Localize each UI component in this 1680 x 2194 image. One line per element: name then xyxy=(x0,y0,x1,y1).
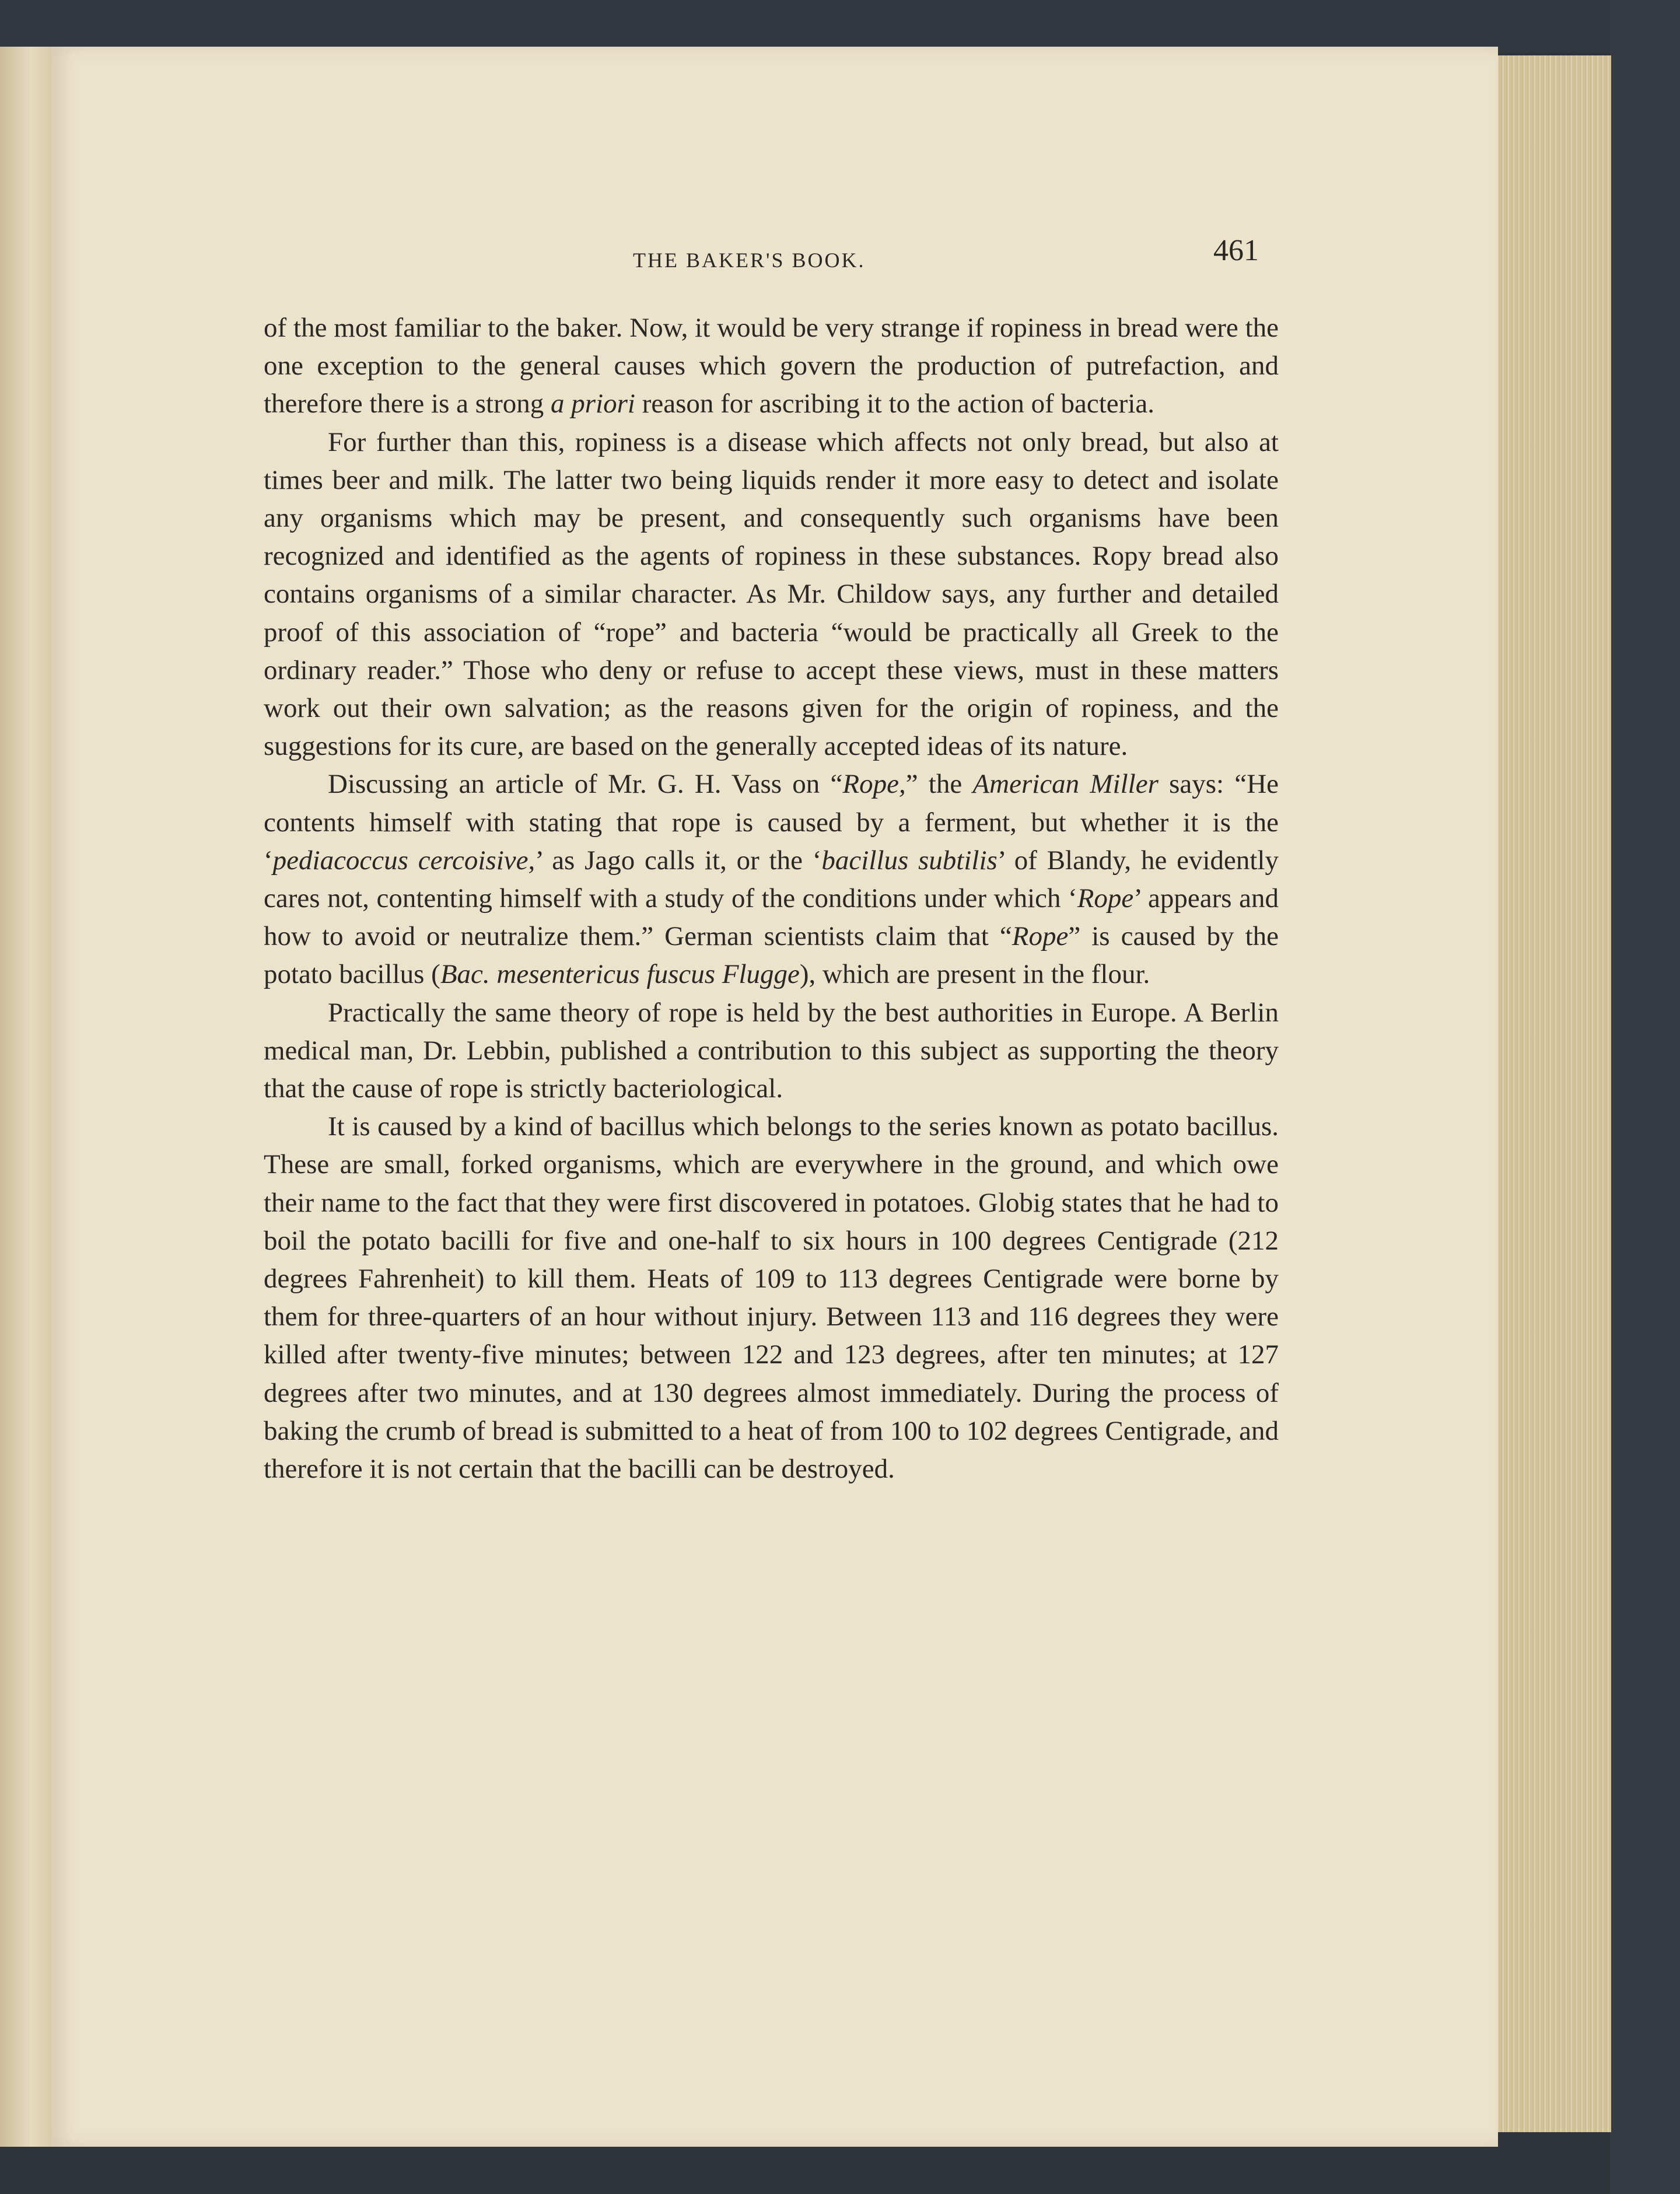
paragraph xyxy=(264,994,1279,1108)
text-run: of the most familiar to the baker. Now, it would be very strange if ropiness in bread were the one exception to the general causes which govern the production of putrefaction, and therefore there is a strong xyxy=(264,313,1279,419)
text-run: reason for ascribing it to the action of bacteria. xyxy=(635,389,1154,419)
paragraph xyxy=(264,765,1279,993)
italic-text: Rope xyxy=(1012,921,1069,952)
text-run: For further than this, ropiness is a disease which affects not only bread, but also at times beer and milk. The latter two being liquids render it more easy to detect and isolate any organisms which may be present, and consequently such organisms have been recognized and identified as the agents of ropiness in these substances. Ropy bread also contains organisms of a similar character. As Mr. Childow says, any further and detailed proof of this association of “rope” and bacteria “would be practically all Greek to the ordinary reader.” Those who deny or refuse to accept these views, must in these matters work out their own salvation; as the reasons given for the origin of ropiness, and the suggestions for its cure, are based on the generally accepted ideas of its nature. xyxy=(264,426,1279,762)
paragraph xyxy=(264,309,1279,424)
page-number: 461 xyxy=(1213,234,1259,267)
book-cover-top xyxy=(0,0,1680,53)
text-run: ’ appears and how to avoid or neutralize them.” German scientists claim that “ xyxy=(264,883,1279,952)
page-block-edges xyxy=(1493,55,1611,2132)
text-run: It is caused by a kind of bacillus which belongs to the series known as potato bacillus. These are small, forked organisms, which are everywhere in the ground, and which owe their name to the fact that they were first discovered in potatoes. Globig states that he had to boil the potato bacilli for five and one-half to six hours in 100 degrees Centigrade (212 degrees Fahrenheit) to kill them. Heats of 109 to 113 degrees Centigrade were borne by them for three-quarters of an hour without injury. Between 113 and 116 degrees they were killed after twenty-five minutes; between 122 and 123 degrees, after ten minutes; at 127 degrees after two minutes, and at 130 degrees almost immediately. During the process of baking the crumb of bread is submitted to a heat of from 100 to 102 degrees Centigrade, and therefore it is not certain that the bacilli can be destroyed. xyxy=(264,1111,1279,1485)
text-run: ’ as Jago calls it, or the ‘ xyxy=(535,845,822,876)
text-run: ), which are present in the flour. xyxy=(799,959,1150,990)
book-cover-right xyxy=(1610,0,1680,2194)
italic-text: a priori xyxy=(551,389,635,419)
italic-text: pediacoccus cercoisive, xyxy=(272,845,536,876)
text-run: ” the xyxy=(905,769,973,800)
paragraph xyxy=(264,1108,1279,1488)
italic-text: bacillus subtilis xyxy=(821,845,998,876)
text-run: Practically the same theory of rope is held by the best authorities in Europe. A Berlin medical man, Dr. Lebbin, published a contribution to this subject as supporting the theory that the cause of rope is strictly bacteriological. xyxy=(264,997,1279,1104)
italic-text: Rope, xyxy=(842,769,906,800)
paragraph xyxy=(264,424,1279,766)
text-run: ” is caused by the potato bacillus ( xyxy=(264,921,1279,990)
text-run: says: “He contents himself with stating that rope is caused by a ferment, but whether it is the ‘ xyxy=(264,769,1279,876)
facing-page-edge xyxy=(0,47,54,2147)
italic-text: American Miller xyxy=(972,769,1158,800)
running-title: THE BAKER'S BOOK. xyxy=(633,249,866,272)
italic-text: Bac. mesentericus fuscus Flugge xyxy=(440,959,800,990)
body-text xyxy=(264,309,1279,1488)
text-run: ’ of Blandy, he evidently cares not, contenting himself with a study of the conditions under which ‘ xyxy=(264,845,1279,914)
italic-text: Rope xyxy=(1077,883,1134,914)
text-run: Discussing an article of Mr. G. H. Vass on “ xyxy=(328,769,843,800)
